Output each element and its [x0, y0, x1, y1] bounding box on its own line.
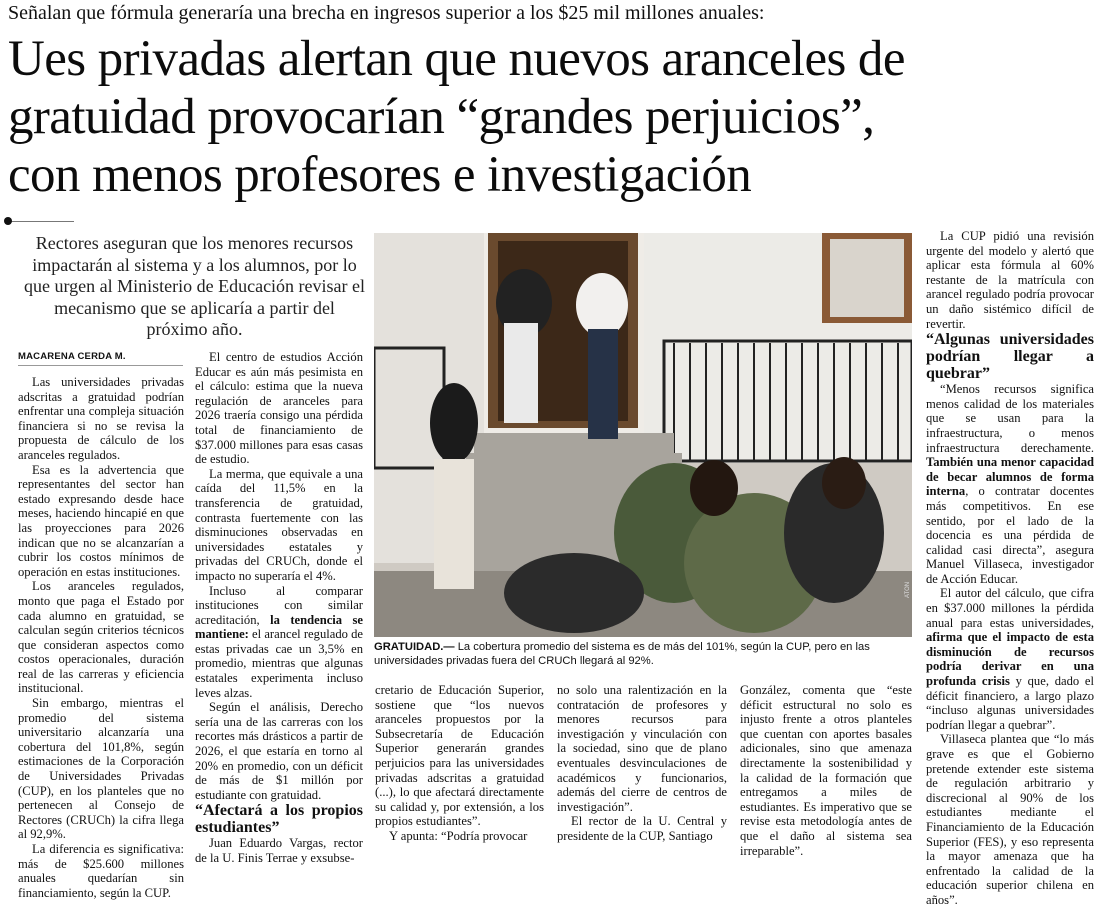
text-run: “Menos recursos significa menos calidad de los materiales que se usan para la infraestructura, o menos infraestructura derechamente.	[926, 382, 1094, 455]
caption-lead: GRATUIDAD.—	[374, 641, 455, 653]
text-run: y que, dado el déficit financiero, a largo plazo “incluso algunas universidades podrían llegar a quebrar”.	[926, 674, 1094, 732]
headline-line-3: con menos profesores e investigación	[8, 147, 752, 203]
text-run: El autor del cálculo, que cifra en $37.000 millones la pérdida anual para estas universidades,	[926, 586, 1094, 630]
caption-text: La cobertura promedio del sistema es de más del 101%, según la CUP, pero en las universidades privadas fuera del CRUCh llegará al 92%.	[374, 641, 870, 667]
paragraph: La diferencia es significativa: más de $25.600 millones anuales quedarían sin financiamiento, según la CUP.	[18, 842, 184, 900]
text-run: Incluso al comparar instituciones con similar acreditación,	[195, 583, 363, 627]
paragraph: La CUP pidió una revisión urgente del modelo y alertó que aplicar esta fórmula al 60% restante de la matrícula con arancel regulado podría provocar un daño sistémico difícil de revertir.	[926, 229, 1094, 331]
paragraph	[926, 382, 1094, 586]
kicker: Señalan que fórmula generaría una brecha en ingresos superior a los $25 mil millones anuales:	[8, 2, 765, 24]
paragraph: La merma, que equivale a una caída del 11,5% en la transferencia de gratuidad, contrasta fuertemente con las disminuciones observadas en universidades estatales y privadas del CRUCh, donde el impacto no superaría el 4%.	[195, 466, 363, 583]
subhead: “Algunas universidades podrían llegar a quebrar”	[926, 331, 1094, 383]
paragraph	[195, 584, 363, 701]
paragraph: Según el análisis, Derecho sería una de las carreras con los recortes más drásticos a partir de 2026, el que estaría en torno al 20% en promedio, con un déficit de más de $1 millón por estudiante con gratuidad.	[195, 700, 363, 802]
article-column-3	[375, 683, 544, 844]
paragraph: Juan Eduardo Vargas, rector de la U. Finis Terrae y exsubse-	[195, 836, 363, 865]
paragraph: cretario de Educación Superior, sostiene que “los nuevos aranceles propuestos por la Subsecretaría de Educación Superior generarán grandes perjuicios para las universidades privadas adscritas a gratuidad (...), lo que afectará directamente su calidad y, por extensión, a los propios estudiantes”.	[375, 683, 544, 829]
text-run: , o contratar docentes más competitivos. En ese sentido, por el lado de la docencia es una pérdida de calidad casi directa”, asegura Manuel Villaseca, investigador de Acción Educar.	[926, 484, 1094, 586]
bold-run: También una menor capacidad de becar alumnos de forma interna	[926, 455, 1094, 499]
paragraph	[926, 586, 1094, 732]
article-column-5	[740, 683, 912, 858]
headline	[8, 30, 1098, 204]
paragraph: Esa es la advertencia que representantes del sector han estado expresando desde hace meses, haciendo hincapié en que las proyecciones para 2026 indican que no se alcanzarían a cubrir los costos mínimos de operación en estas instituciones.	[18, 462, 184, 579]
byline: MACARENA CERDA M.	[18, 351, 126, 362]
byline-rule	[18, 365, 183, 366]
article-column-4	[557, 683, 727, 844]
bullet-dot-icon	[4, 217, 12, 225]
paragraph: Las universidades privadas adscritas a gratuidad podrían enfrentar una compleja situación financiera si no se revisa la propuesta de cálculo de los aranceles regulados.	[18, 375, 184, 462]
article-column-6	[926, 229, 1094, 908]
headline-line-1: Ues privadas alertan que nuevos aranceles de	[8, 31, 905, 87]
photo-credit: ATON	[905, 581, 911, 598]
paragraph: González, comenta que “este déficit estructural no solo es injusto frente a otros planteles que cuentan con aportes basales adicionales, sino que amenaza directamente la sostenibilidad y la calidad de la formación que entregamos a miles de estudiantes. Es imperativo que se revise esta metodología antes de que el daño al sistema sea irreparable”.	[740, 683, 912, 858]
article-column-1	[18, 375, 184, 900]
subhead: “Afectará a los propios estudiantes”	[195, 802, 363, 837]
text-run: el arancel regulado de estas privadas cae un 3,5% en promedio, mientras que algunas estatales experimenta incluso leves alzas.	[195, 627, 363, 700]
paragraph: Los aranceles regulados, monto que paga el Estado por cada alumno en gratuidad, se calculan según criterios técnicos que consideran aspectos como costos operacionales, duración real de las carreras y eficiencia institucional.	[18, 579, 184, 696]
paragraph: Villaseca plantea que “lo más grave es que el Gobierno pretende extender este sistema de regulación arbitrario y discrecional al 90% de los estudiantes mediante el Financiamiento de la Educación Superior (FES), y eso representa la mayor amenaza que ha enfrentado la calidad de la educación superior chilena en años”.	[926, 732, 1094, 907]
paragraph: no solo una ralentización en la contratación de profesores y menores recursos para investigación y vinculación con la sociedad, sino que de plano eventuales desvinculaciones de académicos y funcionarios, además del cierre de centros de investigación”.	[557, 683, 727, 814]
photo-caption	[374, 640, 912, 668]
article-column-2	[195, 350, 363, 866]
photo-illustration	[374, 233, 912, 637]
deck: Rectores aseguran que los menores recursos impactarán al sistema y a los alumnos, por lo que urgen al Ministerio de Educación revisar el mecanismo que se aplicaría a partir del próximo año.	[23, 233, 366, 339]
bold-run: la tendencia se mantiene:	[195, 612, 364, 642]
bold-run: afirma que el impacto de esta disminución de recursos podría derivar en una profunda crisis	[926, 630, 1094, 689]
paragraph: El rector de la U. Central y presidente de la CUP, Santiago	[557, 814, 727, 843]
paragraph: Sin embargo, mientras el promedio del sistema universitario alcanzaría una cobertura del 101,8%, según estimaciones de la Corporación de Universidades Privadas (CUP), en los planteles que no pertenecen al Consejo de Rectores (CRUCh) la cifra llega al 92,9%.	[18, 696, 184, 842]
paragraph: El centro de estudios Acción Educar es aún más pesimista en el cálculo: estima que la nueva regulación de aranceles para 2026 traería consigo una pérdida total de financiamiento de $37.000 millones para esas casas de estudio.	[195, 350, 363, 467]
news-photo	[374, 233, 912, 637]
deck-rule	[6, 221, 74, 222]
paragraph: Y apunta: “Podría provocar	[389, 828, 528, 843]
headline-line-2: gratuidad provocarían “grandes perjuicios”,	[8, 89, 875, 145]
